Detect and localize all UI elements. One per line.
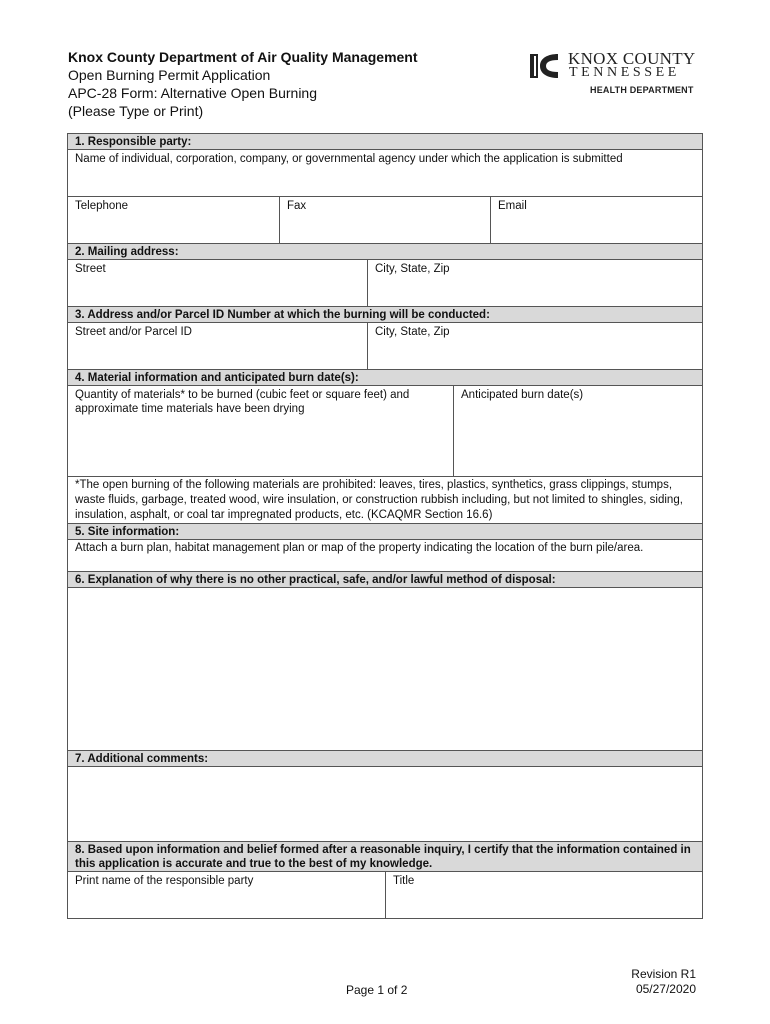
organization-name: Knox County Department of Air Quality Management — [68, 49, 418, 65]
mailing-street-label: Street — [75, 263, 106, 275]
burn-site-city-label: City, State, Zip — [375, 326, 450, 338]
section-4-header: 4. Material information and anticipated burn date(s): — [68, 369, 702, 385]
telephone-field[interactable] — [68, 197, 279, 243]
print-name-label: Print name of the responsible party — [75, 875, 254, 887]
material-quantity-field[interactable] — [68, 386, 453, 476]
burn-date-field[interactable] — [453, 386, 702, 476]
print-name-field[interactable] — [68, 872, 385, 918]
burn-site-street-field[interactable] — [68, 323, 367, 369]
knox-county-logo-icon — [528, 52, 560, 80]
form-header — [68, 48, 418, 120]
form-subtitle: Open Burning Permit Application — [68, 67, 271, 83]
section-3-header: 3. Address and/or Parcel ID Number at which the burning will be conducted: — [68, 306, 702, 322]
site-information-text: Attach a burn plan, habitat management plan or map of the property indicating the location of the burn pile/area. — [68, 539, 702, 571]
mailing-street-field[interactable] — [68, 260, 367, 306]
revision-label: Revision R1 — [631, 967, 696, 981]
signer-title-field[interactable] — [385, 872, 702, 918]
additional-comments-field[interactable] — [68, 767, 702, 841]
disposal-explanation-field[interactable] — [68, 588, 702, 750]
fax-label: Fax — [287, 200, 307, 212]
form-instruction: (Please Type or Print) — [68, 103, 204, 119]
responsible-party-name-field[interactable] — [68, 150, 702, 196]
revision-info — [631, 967, 696, 997]
section-7-header: 7. Additional comments: — [68, 750, 702, 766]
burn-site-street-label: Street and/or Parcel ID — [75, 326, 192, 338]
section-8-header: 8. Based upon information and belief formed after a reasonable inquiry, I certify that the information contained in this application is accurate and true to the best of my knowledge. — [68, 841, 702, 871]
telephone-label: Telephone — [75, 200, 129, 212]
mailing-city-field[interactable] — [367, 260, 702, 306]
logo-text-department: HEALTH DEPARTMENT — [590, 85, 694, 95]
signer-title-label: Title — [393, 875, 415, 887]
revision-date: 05/27/2020 — [635, 982, 696, 996]
email-field[interactable] — [490, 197, 702, 243]
responsible-party-name-label: Name of individual, corporation, company, or governmental agency under which the application is submitted — [75, 153, 623, 165]
mailing-city-label: City, State, Zip — [375, 263, 450, 275]
section-6-header: 6. Explanation of why there is no other practical, safe, and/or lawful method of disposal: — [68, 571, 702, 587]
knox-county-logo — [528, 49, 698, 99]
material-quantity-label: Quantity of materials* to be burned (cubic feet or square feet) and approximate time materials have been drying — [75, 389, 410, 415]
logo-text-county: KNOX COUNTY — [568, 49, 696, 68]
prohibited-materials-note: *The open burning of the following materials are prohibited: leaves, tires, plastics, synthetics, grass clippings, stumps, waste fluids, garbage, treated wood, wire insulation, or construction rubbish including, but not limited to shingles, siding, insulation, asphalt, or coal tar impregnated products, etc. (KCAQMR Section 16.6) — [68, 476, 702, 523]
fax-field[interactable] — [279, 197, 490, 243]
permit-form — [67, 133, 703, 919]
section-5-header: 5. Site information: — [68, 523, 702, 539]
page-number: Page 1 of 2 — [346, 983, 408, 997]
section-2-header: 2. Mailing address: — [68, 243, 702, 259]
burn-site-city-field[interactable] — [367, 323, 702, 369]
email-label: Email — [498, 200, 527, 212]
form-id: APC-28 Form: Alternative Open Burning — [68, 85, 318, 101]
section-1-header: 1. Responsible party: — [68, 134, 702, 149]
logo-text-state: TENNESSEE — [569, 65, 680, 80]
burn-date-label: Anticipated burn date(s) — [461, 389, 584, 401]
